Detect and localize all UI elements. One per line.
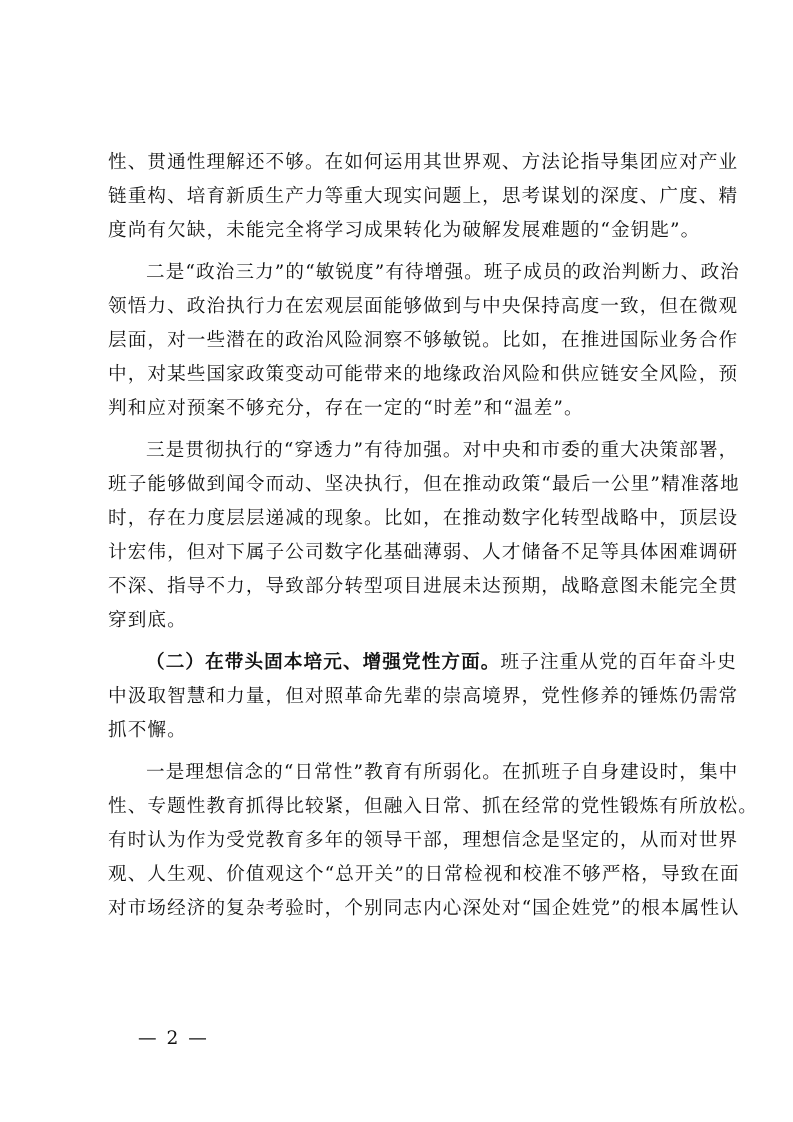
paragraph-ideals-beliefs	[108, 756, 758, 926]
paragraph-execution-penetration	[108, 434, 740, 638]
text-line: 链重构、培育新质生产力等重大现实问题上，思考谋划的深度、广度、精	[108, 186, 739, 207]
paragraph-continuation	[108, 146, 739, 248]
text-line: 性、贯通性理解还不够。在如何运用其世界观、方法论指导集团应对产业	[108, 152, 739, 173]
section-heading: （二）在带头固本培元、增强党性方面。	[146, 652, 501, 673]
text-line: 领悟力、政治执行力在宏观层面能够做到与中央保持高度一致，但在微观	[108, 296, 739, 317]
text-line: 三是贯彻执行的“穿透力”有待加强。对中央和市委的重大决策部署，	[146, 440, 739, 461]
paragraph-section-two	[108, 646, 739, 748]
text-line: 有时认为作为受党教育多年的领导干部，理想信念是坚定的，从而对世界	[108, 830, 739, 851]
text-line: 一是理想信念的“日常性”教育有所弱化。在抓班子自身建设时，集中	[146, 762, 739, 783]
text-line: 中汲取智慧和力量，但对照革命先辈的崇高境界，党性修养的锤炼仍需常	[108, 686, 739, 707]
paragraph-political-sensitivity	[108, 256, 740, 426]
text-line: 性、专题性教育抓得比较紧，但融入日常、抓在经常的党性锻炼有所放松。	[108, 796, 758, 817]
text-line: 观、人生观、价值观这个“总开关”的日常检视和校准不够严格，导致在面	[108, 864, 740, 885]
page-number: — 2 —	[138, 1028, 209, 1049]
text-line: 二是“政治三力”的“敏锐度”有待增强。班子成员的政治判断力、政治	[146, 262, 740, 283]
text-line: 时，存在力度层层递减的现象。比如，在推动数字化转型战略中，顶层设	[108, 508, 739, 529]
text-line: 判和应对预案不够充分，存在一定的“时差”和“温差”。	[108, 398, 584, 419]
text-line: 抓不懈。	[108, 720, 187, 741]
text-line: 度尚有欠缺，未能完全将学习成果转化为破解发展难题的“金钥匙”。	[108, 220, 701, 241]
text-line: 穿到底。	[108, 610, 187, 631]
text-line: 中，对某些国家政策变动可能带来的地缘政治风险和供应链安全风险，预	[108, 364, 739, 385]
document-body	[108, 146, 758, 926]
section-heading-rest: 班子注重从党的百年奋斗史	[500, 652, 737, 673]
text-line: 不深、指导不力，导致部分转型项目进展未达预期，战略意图未能完全贯	[108, 576, 739, 597]
text-line: 班子能够做到闻令而动、坚决执行，但在推动政策“最后一公里”精准落地	[108, 474, 740, 495]
text-line: 对市场经济的复杂考验时，个别同志内心深处对“国企姓党”的根本属性认	[108, 898, 740, 919]
text-line: 层面，对一些潜在的政治风险洞察不够敏锐。比如，在推进国际业务合作	[108, 330, 739, 351]
text-line	[108, 646, 737, 680]
text-line: 计宏伟，但对下属子公司数字化基础薄弱、人才储备不足等具体困难调研	[108, 542, 739, 563]
